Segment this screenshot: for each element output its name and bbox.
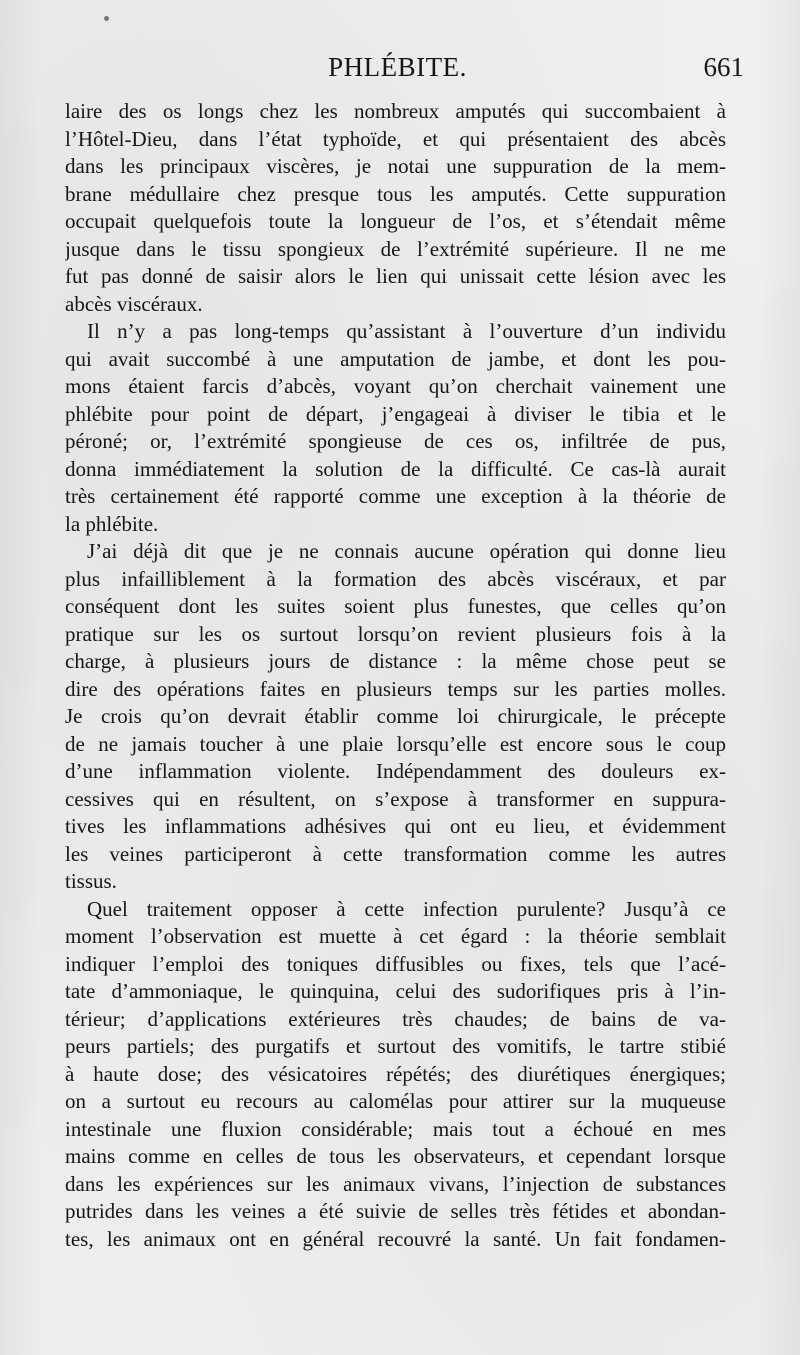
text-line: conséquent dont les suites soient plus funestes, que celles qu’on [65, 594, 726, 618]
page-number: 661 [703, 52, 744, 82]
text-line: la phlébite. [65, 511, 159, 536]
text-line: on a surtout eu recours au calomélas pour attirer sur la muqueuse [65, 1089, 726, 1113]
text-line: moment l’observation est muette à cet égard : la théorie semblait [65, 924, 726, 948]
ink-speck [104, 16, 109, 21]
body-text [65, 98, 726, 1253]
text-line: charge, à plusieurs jours de distance : la même chose peut se [65, 649, 726, 673]
text-line: très certainement été rapporté comme une exception à la théorie de [65, 484, 726, 508]
text-line: Il n’y a pas long-temps qu’assistant à l’ouverture d’un individu [87, 319, 726, 343]
text-line: plus infailliblement à la formation des abcès viscéraux, et par [65, 566, 726, 591]
text-line: Je crois qu’on devrait établir comme loi chirurgicale, le précepte [65, 704, 726, 728]
paragraph [65, 538, 726, 896]
text-line: peurs partiels; des purgatifs et surtout des vomitifs, le tartre stibié [65, 1034, 726, 1058]
text-line: de ne jamais toucher à une plaie lorsqu’elle est encore sous le coup [65, 731, 726, 756]
text-line: les veines participeront à cette transformation comme les autres [65, 841, 726, 866]
text-line: tes, les animaux ont en général recouvré la santé. Un fait fondamen- [65, 1226, 726, 1251]
text-line: dire des opérations faites en plusieurs temps sur les parties molles. [65, 676, 726, 701]
text-line: dans les principaux viscères, je notai une suppuration de la mem- [65, 154, 726, 178]
text-line: Quel traitement opposer à cette infection purulente? Jusqu’à ce [87, 896, 726, 921]
running-title: PHLÉBITE. [328, 52, 467, 82]
text-line: intestinale une fluxion considérable; mais tout a échoué en mes [65, 1116, 726, 1141]
text-line: abcès viscéraux. [65, 291, 203, 316]
text-line: à haute dose; des vésicatoires répétés; des diurétiques énergiques; [65, 1061, 726, 1086]
text-line: l’Hôtel-Dieu, dans l’état typhoïde, et qui présentaient des abcès [65, 126, 726, 151]
text-line: tives les inflammations adhésives qui ont eu lieu, et évidemment [65, 814, 726, 838]
text-line: putrides dans les veines a été suivie de selles très fétides et abondan- [65, 1199, 726, 1223]
text-line: qui avait succombé à une amputation de jambe, et dont les pou- [65, 346, 726, 371]
text-line: tate d’ammoniaque, le quinquina, celui des sudorifiques pris à l’in- [65, 979, 726, 1003]
text-line: laire des os longs chez les nombreux amputés qui succombaient à [65, 99, 726, 123]
text-line: d’une inflammation violente. Indépendamment des douleurs ex- [65, 759, 726, 783]
text-line: tissus. [65, 869, 117, 893]
text-line: péroné; or, l’extrémité spongieuse de ces os, infiltrée de pus, [65, 429, 726, 453]
text-line: indiquer l’emploi des toniques diffusibles ou fixes, tels que l’acé- [65, 951, 726, 976]
text-line: cessives qui en résultent, on s’expose à transformer en suppura- [65, 786, 726, 811]
text-line: mons étaient farcis d’abcès, voyant qu’on cherchait vainement une [65, 374, 726, 398]
text-line: fut pas donné de saisir alors le lien qui unissait cette lésion avec les [65, 264, 726, 288]
paragraph [65, 318, 726, 538]
text-line: donna immédiatement la solution de la difficulté. Ce cas-là aurait [65, 456, 726, 481]
paragraph [65, 896, 726, 1254]
text-line: brane médullaire chez presque tous les amputés. Cette suppuration [65, 181, 726, 206]
paragraph [65, 98, 726, 318]
page-header [65, 50, 744, 90]
text-line: phlébite pour point de départ, j’engageai à diviser le tibia et le [65, 401, 726, 426]
text-line: occupait quelquefois toute la longueur de l’os, et s’étendait même [65, 209, 726, 233]
text-line: dans les expériences sur les animaux vivans, l’injection de substances [65, 1171, 726, 1196]
text-line: J’ai déjà dit que je ne connais aucune opération qui donne lieu [87, 539, 726, 563]
text-line: térieur; d’applications extérieures très chaudes; de bains de va- [65, 1006, 726, 1031]
text-line: mains comme en celles de tous les observateurs, et cependant lorsque [65, 1144, 726, 1168]
text-line: jusque dans le tissu spongieux de l’extrémité supérieure. Il ne me [65, 236, 726, 261]
text-line: pratique sur les os surtout lorsqu’on revient plusieurs fois à la [65, 621, 726, 646]
